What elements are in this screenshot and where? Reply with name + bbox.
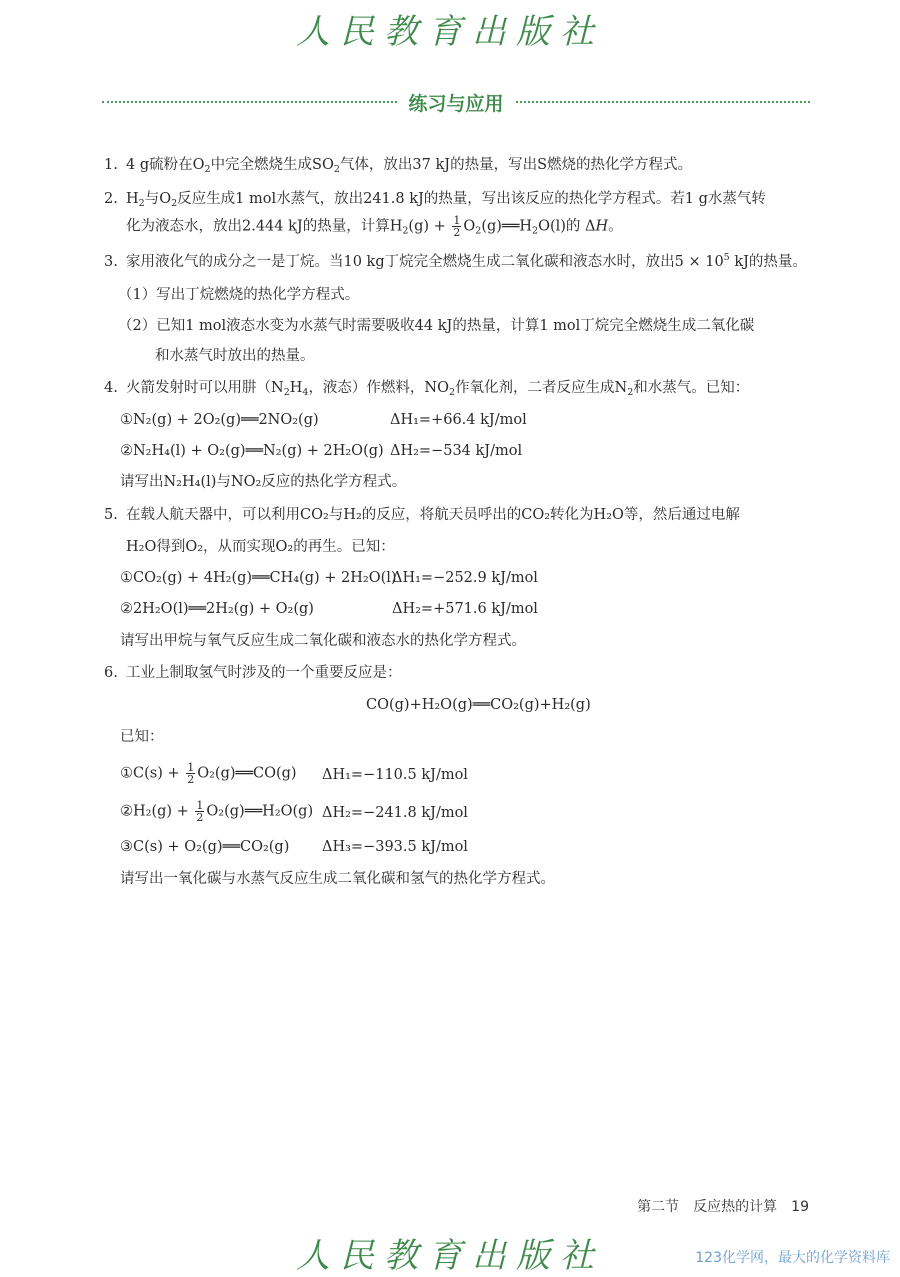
q5-reaction-2: ②2H₂O(l)══2H₂(g) + O₂(g) xyxy=(120,601,314,617)
question-5: 5. 在载人航天器中，可以利用CO₂与H₂的反应，将航天员呼出的CO₂转化为H₂O等，然后通过电解 xyxy=(104,507,740,523)
q6-reaction-2-enthalpy: ΔH₂=−241.8 kJ/mol xyxy=(322,805,468,821)
q6-reaction-2: ②H₂(g) + $\frac{1}{2}$ O₂(g)══H₂O(g) xyxy=(120,799,314,824)
q4-reaction-1-enthalpy: ΔH₁=+66.4 kJ/mol xyxy=(390,412,527,428)
question-3: 3. 家用液化气的成分之一是丁烷。当10 kg丁烷完全燃烧生成二氧化碳和液态水时，放出$5 \times 10^5$ kJ的热量。 xyxy=(104,252,807,270)
publisher-logo-top: 人民教育出版社 xyxy=(296,12,604,52)
section-header xyxy=(102,88,810,116)
q4-reaction-1: ①N₂(g) + 2O₂(g)══2NO₂(g) xyxy=(120,412,319,428)
page-number: 19 xyxy=(791,1199,809,1215)
question-5-line-2: H₂O得到O₂，从而实现O₂的再生。已知： xyxy=(126,539,395,555)
question-2: 2. $H_2$与$O_2$反应生成1 mol水蒸气，放出241.8 kJ的热量，写出该反应的热化学方程式。若1 g水蒸气转 xyxy=(104,191,766,209)
q6-known-label: 已知： xyxy=(120,729,164,745)
question-6: 6. 工业上制取氢气时涉及的一个重要反应是： xyxy=(104,665,402,681)
q6-reaction-1-enthalpy: ΔH₁=−110.5 kJ/mol xyxy=(322,767,468,783)
publisher-logo-bottom: 人民教育出版社 xyxy=(296,1236,604,1276)
q6-reaction-3-enthalpy: ΔH₃=−393.5 kJ/mol xyxy=(322,839,468,855)
question-2-line-2: 化为液态水，放出2.444 kJ的热量，计算$H_2(g)$ + $\frac{1}{2}$ $O_2(g)══H_2O(l)$的 ΔH。 xyxy=(126,214,623,239)
watermark-text: 123化学网，最大的化学资料库 xyxy=(695,1250,890,1266)
question-3-part-2-cont: 和水蒸气时放出的热量。 xyxy=(155,348,315,364)
section-title: 练习与应用 xyxy=(408,92,504,115)
q6-reaction-3: ③C(s) + O₂(g)══CO₂(g) xyxy=(120,839,290,855)
dotted-rule-left xyxy=(102,101,397,103)
q5-reaction-1-enthalpy: ΔH₁=−252.9 kJ/mol xyxy=(392,570,538,586)
question-3-part-1: （1）写出丁烷燃烧的热化学方程式。 xyxy=(118,287,360,303)
fraction-one-half: $\frac{1}{2}$ xyxy=(453,214,461,239)
question-3-part-2: （2）已知1 mol液态水变为水蒸气时需要吸收44 kJ的热量，计算1 mol丁烷完全燃烧生成二氧化碳 xyxy=(118,318,755,334)
fraction-one-half: $\frac{1}{2}$ xyxy=(187,761,195,786)
q6-main-reaction: CO(g)+H₂O(g)══CO₂(g)+H₂(g) xyxy=(366,697,591,713)
q5-reaction-1: ①CO₂(g) + 4H₂(g)══CH₄(g) + 2H₂O(l) xyxy=(120,570,397,586)
q5-reaction-2-enthalpy: ΔH₂=+571.6 kJ/mol xyxy=(392,601,538,617)
fraction-one-half: $\frac{1}{2}$ xyxy=(196,799,204,824)
question-4: 4. 火箭发射时可以用肼（$N_2H_4$，液态）作燃料，$NO_2$作氧化剂，二者反应生成$N_2$和水蒸气。已知： xyxy=(104,380,750,398)
q6-reaction-1: ①C(s) + $\frac{1}{2}$ O₂(g)══CO(g) xyxy=(120,761,297,786)
footer-section-title: 第二节 反应热的计算 xyxy=(637,1199,778,1215)
q4-reaction-2-enthalpy: ΔH₂=−534 kJ/mol xyxy=(390,443,523,459)
q6-ask: 请写出一氧化碳与水蒸气反应生成二氧化碳和氢气的热化学方程式。 xyxy=(120,871,555,887)
question-1: 1. 4 g硫粉在$O_2$中完全燃烧生成$SO_2$气体，放出37 kJ的热量，写出S燃烧的热化学方程式。 xyxy=(104,157,693,175)
q4-reaction-2: ②N₂H₄(l) + O₂(g)══N₂(g) + 2H₂O(g) xyxy=(120,443,384,459)
q4-ask: 请写出N₂H₄(l)与NO₂反应的热化学方程式。 xyxy=(120,474,407,490)
q5-ask: 请写出甲烷与氧气反应生成二氧化碳和液态水的热化学方程式。 xyxy=(120,633,526,649)
dotted-rule-right xyxy=(516,101,811,103)
page-footer xyxy=(637,1196,809,1216)
